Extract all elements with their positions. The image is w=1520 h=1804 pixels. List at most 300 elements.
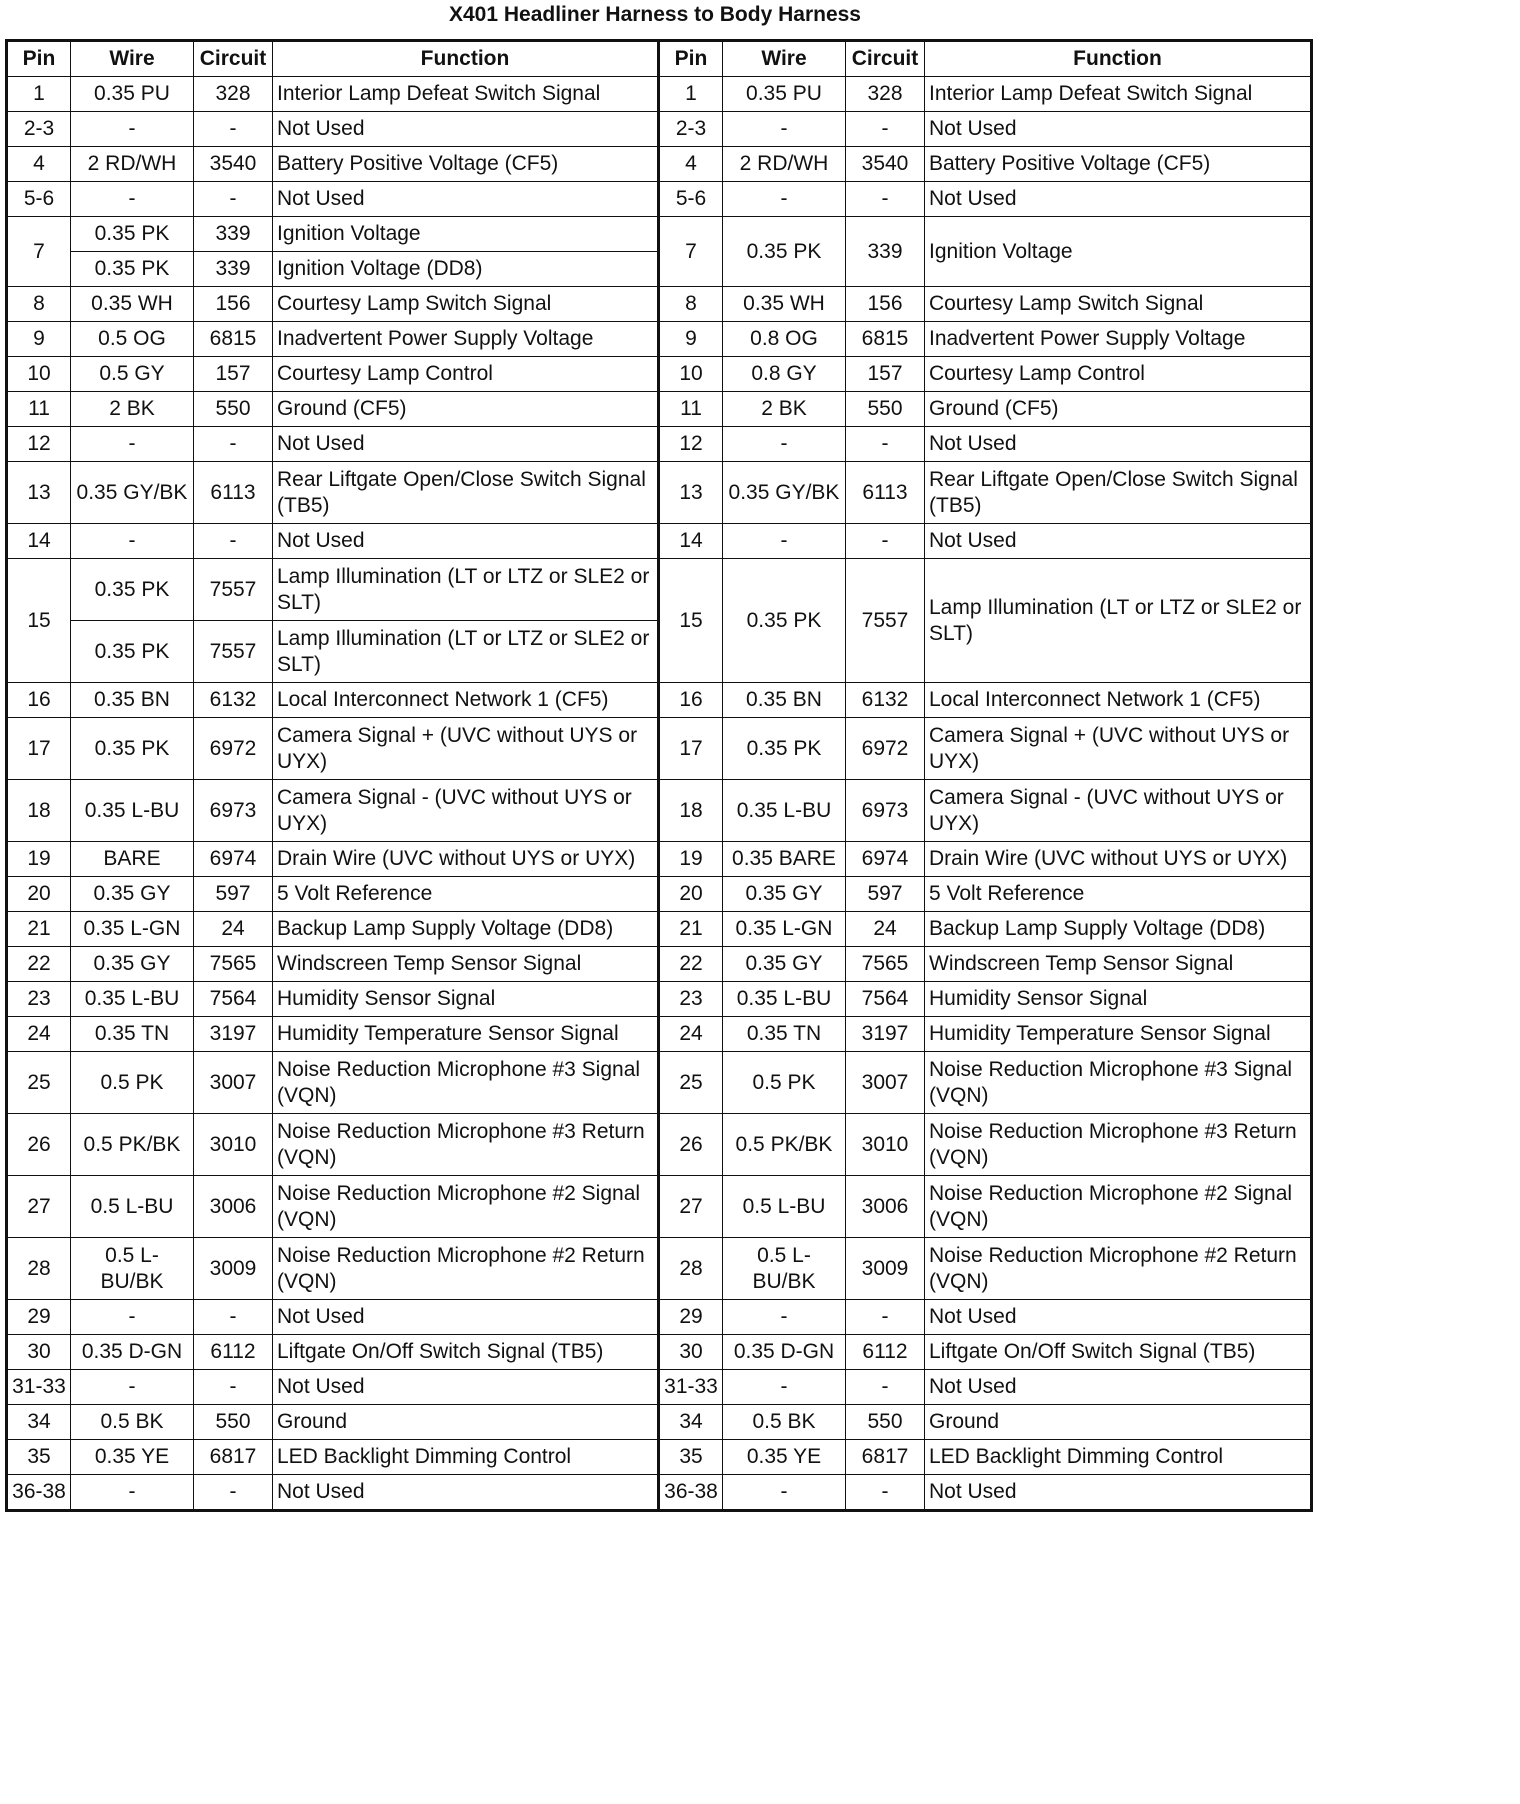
circuit-cell: 7557 <box>846 559 925 683</box>
wire-cell: 0.5 L-BU <box>71 1176 194 1238</box>
wire-cell: 0.35 L-BU <box>71 780 194 842</box>
circuit-cell: 7565 <box>194 947 273 982</box>
function-cell: Windscreen Temp Sensor Signal <box>925 947 1312 982</box>
function-cell: Not Used <box>273 182 659 217</box>
function-cell: Not Used <box>273 1475 659 1511</box>
wire-cell: 0.35 YE <box>71 1440 194 1475</box>
function-cell: Camera Signal - (UVC without UYS or UYX) <box>273 780 659 842</box>
circuit-cell: 3197 <box>846 1017 925 1052</box>
wire-cell: 0.35 GY <box>71 947 194 982</box>
function-cell: Noise Reduction Microphone #2 Signal (VQN) <box>273 1176 659 1238</box>
pin-cell: 22 <box>659 947 723 982</box>
function-cell: Noise Reduction Microphone #3 Return (VQN) <box>925 1114 1312 1176</box>
wire-cell: 0.5 GY <box>71 357 194 392</box>
table-row <box>7 683 1312 718</box>
function-cell: Not Used <box>273 427 659 462</box>
function-cell: Drain Wire (UVC without UYS or UYX) <box>925 842 1312 877</box>
wire-cell: 0.35 L-BU <box>71 982 194 1017</box>
circuit-cell: 6113 <box>194 462 273 524</box>
circuit-cell: 6132 <box>846 683 925 718</box>
pin-cell: 21 <box>7 912 71 947</box>
circuit-cell: - <box>846 1370 925 1405</box>
circuit-cell: - <box>846 1475 925 1511</box>
wire-cell: 0.35 L-GN <box>71 912 194 947</box>
circuit-cell: 3006 <box>846 1176 925 1238</box>
pin-cell: 25 <box>659 1052 723 1114</box>
function-cell: Local Interconnect Network 1 (CF5) <box>273 683 659 718</box>
function-cell: Inadvertent Power Supply Voltage <box>273 322 659 357</box>
table-row <box>7 1052 1312 1114</box>
wire-cell: 0.35 PK <box>71 252 194 287</box>
circuit-cell: 156 <box>194 287 273 322</box>
circuit-cell: 3009 <box>846 1238 925 1300</box>
wire-cell: 0.35 D-GN <box>71 1335 194 1370</box>
wire-cell: 0.35 WH <box>71 287 194 322</box>
function-cell: Humidity Temperature Sensor Signal <box>273 1017 659 1052</box>
header-wire: Wire <box>723 41 846 77</box>
function-cell: Noise Reduction Microphone #3 Return (VQN) <box>273 1114 659 1176</box>
function-cell: Not Used <box>273 1300 659 1335</box>
pin-cell: 29 <box>7 1300 71 1335</box>
header-function: Function <box>925 41 1312 77</box>
wire-cell: 0.35 GY <box>71 877 194 912</box>
circuit-cell: 157 <box>846 357 925 392</box>
table-row <box>7 462 1312 524</box>
pin-cell: 12 <box>7 427 71 462</box>
circuit-cell: 6972 <box>194 718 273 780</box>
function-cell: 5 Volt Reference <box>273 877 659 912</box>
pin-cell: 28 <box>659 1238 723 1300</box>
pin-cell: 7 <box>659 217 723 287</box>
circuit-cell: - <box>846 1300 925 1335</box>
circuit-cell: 339 <box>846 217 925 287</box>
table-row <box>7 982 1312 1017</box>
circuit-cell: 328 <box>846 77 925 112</box>
function-cell: Camera Signal + (UVC without UYS or UYX) <box>273 718 659 780</box>
pin-cell: 23 <box>659 982 723 1017</box>
wire-cell: - <box>723 112 846 147</box>
wire-cell: - <box>723 427 846 462</box>
circuit-cell: 6973 <box>846 780 925 842</box>
wire-cell: 0.35 PK <box>71 559 194 621</box>
function-cell: Ground <box>925 1405 1312 1440</box>
table-row <box>7 1114 1312 1176</box>
function-cell: Rear Liftgate Open/Close Switch Signal (TB5) <box>273 462 659 524</box>
wire-cell: 2 RD/WH <box>71 147 194 182</box>
pin-cell: 24 <box>659 1017 723 1052</box>
function-cell: Humidity Temperature Sensor Signal <box>925 1017 1312 1052</box>
wire-cell: 0.8 OG <box>723 322 846 357</box>
circuit-cell: 6815 <box>846 322 925 357</box>
circuit-cell: 156 <box>846 287 925 322</box>
wire-cell: 0.35 PK <box>723 718 846 780</box>
pin-cell: 16 <box>7 683 71 718</box>
pin-cell: 31-33 <box>659 1370 723 1405</box>
function-cell: Noise Reduction Microphone #2 Return (VQN) <box>925 1238 1312 1300</box>
circuit-cell: 597 <box>194 877 273 912</box>
wire-cell: 0.5 PK <box>71 1052 194 1114</box>
function-cell: Noise Reduction Microphone #2 Signal (VQN) <box>925 1176 1312 1238</box>
function-cell: Not Used <box>925 524 1312 559</box>
table-row <box>7 357 1312 392</box>
pin-cell: 24 <box>7 1017 71 1052</box>
wire-cell: 0.35 GY <box>723 877 846 912</box>
wire-cell: - <box>723 182 846 217</box>
function-cell: Local Interconnect Network 1 (CF5) <box>925 683 1312 718</box>
wire-cell: 0.35 D-GN <box>723 1335 846 1370</box>
table-row <box>7 182 1312 217</box>
function-cell: Not Used <box>925 1475 1312 1511</box>
wire-cell: 0.5 PK <box>723 1052 846 1114</box>
function-cell: Humidity Sensor Signal <box>273 982 659 1017</box>
wire-cell: - <box>71 1370 194 1405</box>
table-row <box>7 322 1312 357</box>
table-row <box>7 1475 1312 1511</box>
wire-cell: - <box>723 1300 846 1335</box>
circuit-cell: 597 <box>846 877 925 912</box>
circuit-cell: 6973 <box>194 780 273 842</box>
header-circuit: Circuit <box>846 41 925 77</box>
circuit-cell: 6132 <box>194 683 273 718</box>
wire-cell: - <box>723 1475 846 1511</box>
circuit-cell: 6817 <box>846 1440 925 1475</box>
function-cell: Liftgate On/Off Switch Signal (TB5) <box>273 1335 659 1370</box>
table-row <box>7 947 1312 982</box>
wire-cell: 0.8 GY <box>723 357 846 392</box>
pin-cell: 16 <box>659 683 723 718</box>
wire-cell: - <box>723 1370 846 1405</box>
function-cell: Camera Signal - (UVC without UYS or UYX) <box>925 780 1312 842</box>
wire-cell: 0.35 L-BU <box>723 982 846 1017</box>
table-row <box>7 1440 1312 1475</box>
function-cell: Noise Reduction Microphone #3 Signal (VQN) <box>273 1052 659 1114</box>
circuit-cell: 550 <box>846 392 925 427</box>
wire-cell: 2 BK <box>71 392 194 427</box>
wire-cell: 0.5 BK <box>71 1405 194 1440</box>
circuit-cell: - <box>846 182 925 217</box>
wire-cell: - <box>71 1475 194 1511</box>
wire-cell: 0.35 PK <box>723 559 846 683</box>
wire-cell: 0.5 L-BU <box>723 1176 846 1238</box>
circuit-cell: 339 <box>194 217 273 252</box>
table-row <box>7 1405 1312 1440</box>
pin-cell: 21 <box>659 912 723 947</box>
wire-cell: 0.35 PK <box>71 217 194 252</box>
wire-cell: - <box>71 427 194 462</box>
function-cell: Camera Signal + (UVC without UYS or UYX) <box>925 718 1312 780</box>
pin-cell: 35 <box>659 1440 723 1475</box>
wire-cell: - <box>723 524 846 559</box>
circuit-cell: 157 <box>194 357 273 392</box>
wire-cell: 0.35 BARE <box>723 842 846 877</box>
pin-cell: 28 <box>7 1238 71 1300</box>
circuit-cell: 7564 <box>194 982 273 1017</box>
table-row <box>7 427 1312 462</box>
circuit-cell: 7564 <box>846 982 925 1017</box>
pin-cell: 11 <box>7 392 71 427</box>
function-cell: Courtesy Lamp Control <box>925 357 1312 392</box>
circuit-cell: - <box>194 524 273 559</box>
pin-cell: 26 <box>659 1114 723 1176</box>
table-row <box>7 392 1312 427</box>
circuit-cell: - <box>194 182 273 217</box>
pin-cell: 27 <box>7 1176 71 1238</box>
pin-cell: 25 <box>7 1052 71 1114</box>
wire-cell: 0.5 PK/BK <box>71 1114 194 1176</box>
pin-cell: 13 <box>659 462 723 524</box>
pin-cell: 15 <box>659 559 723 683</box>
pin-cell: 18 <box>7 780 71 842</box>
circuit-cell: 3540 <box>846 147 925 182</box>
circuit-cell: 550 <box>194 1405 273 1440</box>
pin-cell: 17 <box>7 718 71 780</box>
function-cell: Ignition Voltage (DD8) <box>273 252 659 287</box>
wire-cell: - <box>71 182 194 217</box>
circuit-cell: 550 <box>846 1405 925 1440</box>
wire-cell: 0.5 OG <box>71 322 194 357</box>
pin-cell: 7 <box>7 217 71 287</box>
function-cell: Not Used <box>925 1300 1312 1335</box>
function-cell: Noise Reduction Microphone #3 Signal (VQN) <box>925 1052 1312 1114</box>
function-cell: Interior Lamp Defeat Switch Signal <box>273 77 659 112</box>
table-row <box>7 877 1312 912</box>
pin-cell: 20 <box>7 877 71 912</box>
wire-cell: 0.5 BK <box>723 1405 846 1440</box>
pin-cell: 1 <box>7 77 71 112</box>
header-pin: Pin <box>659 41 723 77</box>
circuit-cell: 3010 <box>194 1114 273 1176</box>
function-cell: Windscreen Temp Sensor Signal <box>273 947 659 982</box>
pin-cell: 14 <box>7 524 71 559</box>
pin-cell: 36-38 <box>7 1475 71 1511</box>
circuit-cell: 7557 <box>194 559 273 621</box>
pin-cell: 29 <box>659 1300 723 1335</box>
circuit-cell: 3007 <box>846 1052 925 1114</box>
pin-cell: 12 <box>659 427 723 462</box>
function-cell: Not Used <box>925 182 1312 217</box>
circuit-cell: 328 <box>194 77 273 112</box>
function-cell: Courtesy Lamp Switch Signal <box>925 287 1312 322</box>
table-row <box>7 287 1312 322</box>
table-row <box>7 1370 1312 1405</box>
table-row <box>7 217 1312 252</box>
pinout-table <box>5 39 1313 1512</box>
header-function: Function <box>273 41 659 77</box>
circuit-cell: 6112 <box>194 1335 273 1370</box>
function-cell: Lamp Illumination (LT or LTZ or SLE2 or SLT) <box>925 559 1312 683</box>
pin-cell: 34 <box>659 1405 723 1440</box>
circuit-cell: - <box>194 1475 273 1511</box>
wire-cell: 2 BK <box>723 392 846 427</box>
circuit-cell: 550 <box>194 392 273 427</box>
function-cell: Not Used <box>273 112 659 147</box>
pin-cell: 36-38 <box>659 1475 723 1511</box>
pin-cell: 19 <box>7 842 71 877</box>
header-row <box>7 41 1312 77</box>
wire-cell: 0.35 GY/BK <box>723 462 846 524</box>
wire-cell: 0.5 L-BU/BK <box>723 1238 846 1300</box>
pin-cell: 5-6 <box>659 182 723 217</box>
circuit-cell: 7557 <box>194 621 273 683</box>
circuit-cell: - <box>194 1370 273 1405</box>
wire-cell: 0.35 TN <box>71 1017 194 1052</box>
wire-cell: 0.35 GY/BK <box>71 462 194 524</box>
wire-cell: - <box>71 1300 194 1335</box>
function-cell: Courtesy Lamp Control <box>273 357 659 392</box>
function-cell: Humidity Sensor Signal <box>925 982 1312 1017</box>
wire-cell: 0.35 GY <box>723 947 846 982</box>
circuit-cell: 3010 <box>846 1114 925 1176</box>
table-row <box>7 1238 1312 1300</box>
table-row <box>7 1300 1312 1335</box>
circuit-cell: 3009 <box>194 1238 273 1300</box>
function-cell: Not Used <box>273 1370 659 1405</box>
function-cell: Ignition Voltage <box>925 217 1312 287</box>
circuit-cell: - <box>846 524 925 559</box>
function-cell: Liftgate On/Off Switch Signal (TB5) <box>925 1335 1312 1370</box>
circuit-cell: - <box>194 1300 273 1335</box>
table-row <box>7 1017 1312 1052</box>
pin-cell: 5-6 <box>7 182 71 217</box>
table-row <box>7 1335 1312 1370</box>
pin-cell: 17 <box>659 718 723 780</box>
circuit-cell: 6112 <box>846 1335 925 1370</box>
circuit-cell: 6815 <box>194 322 273 357</box>
circuit-cell: 6817 <box>194 1440 273 1475</box>
circuit-cell: 3006 <box>194 1176 273 1238</box>
circuit-cell: - <box>194 112 273 147</box>
circuit-cell: 6113 <box>846 462 925 524</box>
function-cell: LED Backlight Dimming Control <box>273 1440 659 1475</box>
circuit-cell: 6974 <box>194 842 273 877</box>
pin-cell: 30 <box>659 1335 723 1370</box>
pin-cell: 20 <box>659 877 723 912</box>
table-row <box>7 112 1312 147</box>
circuit-cell: 24 <box>194 912 273 947</box>
pin-cell: 26 <box>7 1114 71 1176</box>
function-cell: LED Backlight Dimming Control <box>925 1440 1312 1475</box>
table-row <box>7 147 1312 182</box>
function-cell: Backup Lamp Supply Voltage (DD8) <box>925 912 1312 947</box>
table-row <box>7 524 1312 559</box>
table-row <box>7 842 1312 877</box>
function-cell: Inadvertent Power Supply Voltage <box>925 322 1312 357</box>
header-circuit: Circuit <box>194 41 273 77</box>
pin-cell: 15 <box>7 559 71 683</box>
wire-cell: 0.35 YE <box>723 1440 846 1475</box>
pin-cell: 27 <box>659 1176 723 1238</box>
circuit-cell: - <box>194 427 273 462</box>
pin-cell: 30 <box>7 1335 71 1370</box>
pin-cell: 9 <box>659 322 723 357</box>
function-cell: Ignition Voltage <box>273 217 659 252</box>
wire-cell: 0.35 PK <box>71 621 194 683</box>
table-row <box>7 718 1312 780</box>
function-cell: Backup Lamp Supply Voltage (DD8) <box>273 912 659 947</box>
wire-cell: 0.35 BN <box>71 683 194 718</box>
table-row <box>7 77 1312 112</box>
pin-cell: 35 <box>7 1440 71 1475</box>
wire-cell: 0.35 WH <box>723 287 846 322</box>
table-row <box>7 559 1312 621</box>
function-cell: Not Used <box>925 427 1312 462</box>
circuit-cell: 3540 <box>194 147 273 182</box>
pin-cell: 10 <box>659 357 723 392</box>
circuit-cell: 339 <box>194 252 273 287</box>
circuit-cell: 6974 <box>846 842 925 877</box>
pin-cell: 8 <box>7 287 71 322</box>
circuit-cell: 24 <box>846 912 925 947</box>
circuit-cell: 6972 <box>846 718 925 780</box>
pin-cell: 10 <box>7 357 71 392</box>
pin-cell: 22 <box>7 947 71 982</box>
function-cell: 5 Volt Reference <box>925 877 1312 912</box>
wire-cell: 0.35 TN <box>723 1017 846 1052</box>
pin-cell: 2-3 <box>7 112 71 147</box>
wire-cell: BARE <box>71 842 194 877</box>
circuit-cell: 3007 <box>194 1052 273 1114</box>
pin-cell: 8 <box>659 287 723 322</box>
pin-cell: 31-33 <box>7 1370 71 1405</box>
function-cell: Interior Lamp Defeat Switch Signal <box>925 77 1312 112</box>
header-wire: Wire <box>71 41 194 77</box>
function-cell: Not Used <box>273 524 659 559</box>
wire-cell: 0.35 PK <box>723 217 846 287</box>
pin-cell: 19 <box>659 842 723 877</box>
table-title: X401 Headliner Harness to Body Harness <box>448 3 861 26</box>
function-cell: Lamp Illumination (LT or LTZ or SLE2 or SLT) <box>273 621 659 683</box>
pin-cell: 13 <box>7 462 71 524</box>
function-cell: Lamp Illumination (LT or LTZ or SLE2 or SLT) <box>273 559 659 621</box>
circuit-cell: 7565 <box>846 947 925 982</box>
function-cell: Not Used <box>925 1370 1312 1405</box>
function-cell: Battery Positive Voltage (CF5) <box>273 147 659 182</box>
wire-cell: - <box>71 112 194 147</box>
wire-cell: 0.35 L-GN <box>723 912 846 947</box>
wire-cell: 0.35 BN <box>723 683 846 718</box>
circuit-cell: - <box>846 427 925 462</box>
pin-cell: 34 <box>7 1405 71 1440</box>
pin-cell: 1 <box>659 77 723 112</box>
header-pin: Pin <box>7 41 71 77</box>
wire-cell: - <box>71 524 194 559</box>
pin-cell: 14 <box>659 524 723 559</box>
pin-cell: 11 <box>659 392 723 427</box>
function-cell: Battery Positive Voltage (CF5) <box>925 147 1312 182</box>
pin-cell: 23 <box>7 982 71 1017</box>
wire-cell: 2 RD/WH <box>723 147 846 182</box>
circuit-cell: - <box>846 112 925 147</box>
wire-cell: 0.35 PU <box>71 77 194 112</box>
table-row <box>7 1176 1312 1238</box>
table-row <box>7 912 1312 947</box>
function-cell: Noise Reduction Microphone #2 Return (VQN) <box>273 1238 659 1300</box>
pin-cell: 4 <box>7 147 71 182</box>
wire-cell: 0.35 PK <box>71 718 194 780</box>
function-cell: Not Used <box>925 112 1312 147</box>
wire-cell: 0.5 L-BU/BK <box>71 1238 194 1300</box>
table-row <box>7 780 1312 842</box>
function-cell: Ground (CF5) <box>925 392 1312 427</box>
pin-cell: 2-3 <box>659 112 723 147</box>
circuit-cell: 3197 <box>194 1017 273 1052</box>
pin-cell: 18 <box>659 780 723 842</box>
function-cell: Courtesy Lamp Switch Signal <box>273 287 659 322</box>
function-cell: Ground (CF5) <box>273 392 659 427</box>
pin-cell: 9 <box>7 322 71 357</box>
wire-cell: 0.35 L-BU <box>723 780 846 842</box>
function-cell: Ground <box>273 1405 659 1440</box>
